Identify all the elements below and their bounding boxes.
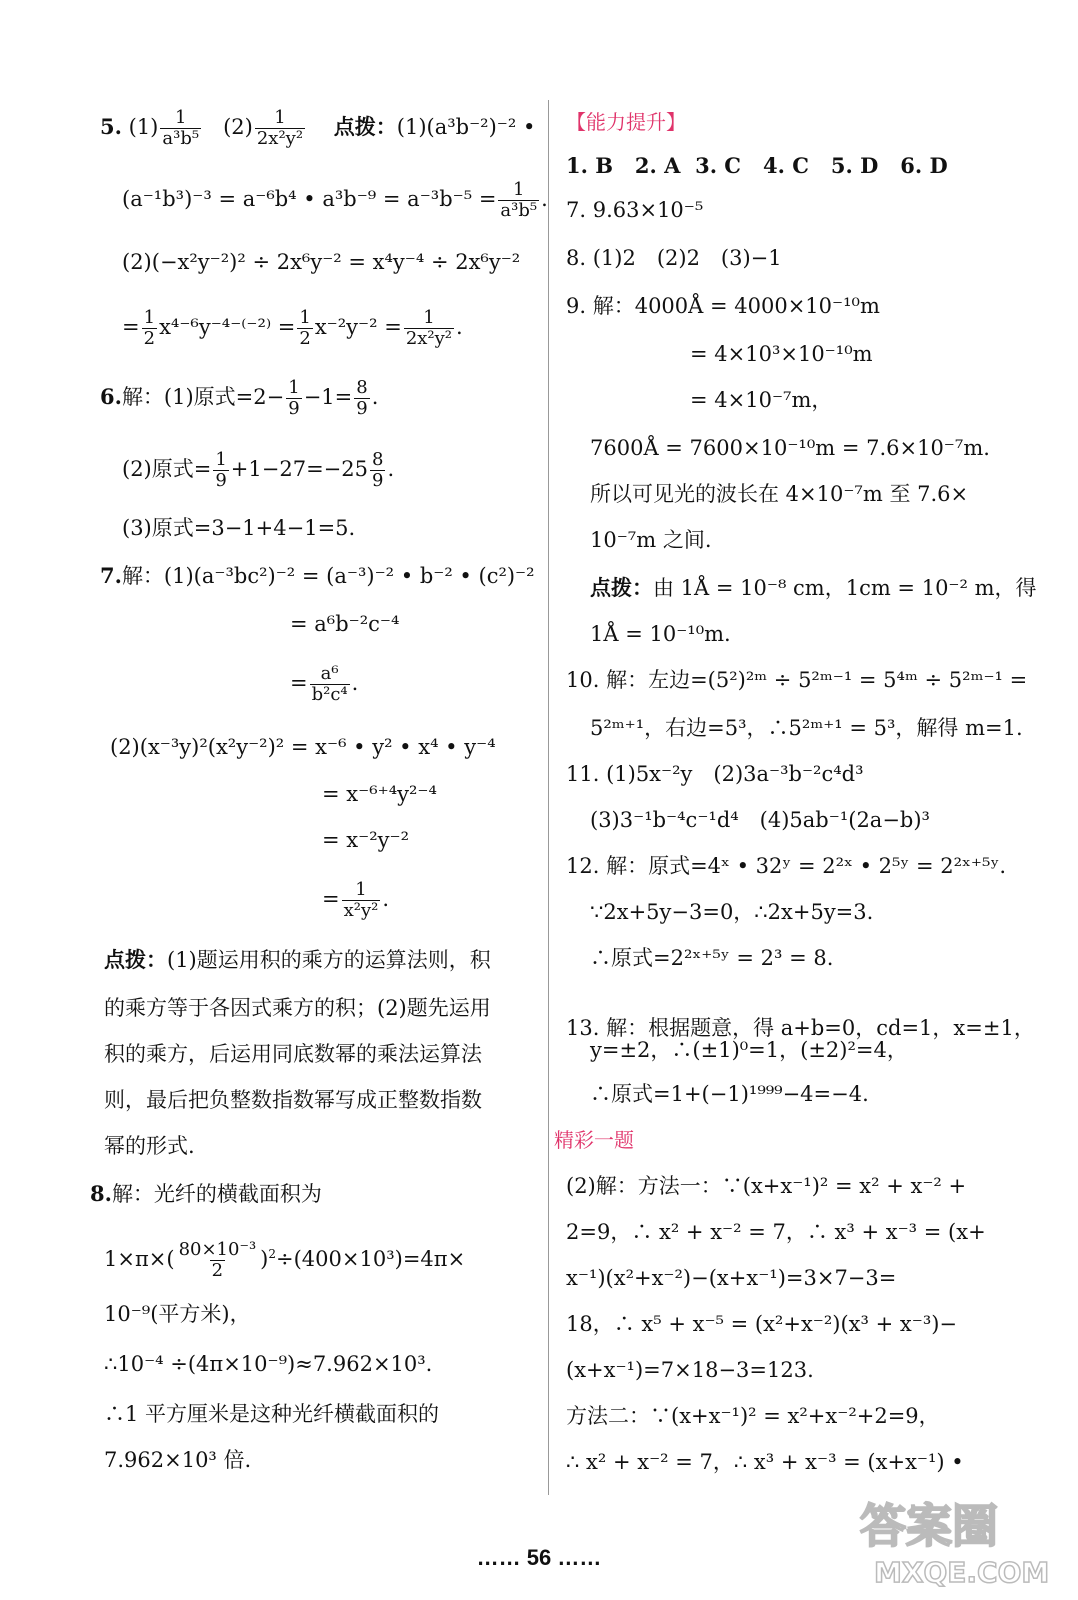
q11-line1: 11. (1)5x⁻²y (2)3a⁻³b⁻²c⁴d³: [566, 762, 864, 786]
hint-label: 点拨：: [333, 114, 397, 139]
q7-answer: 7. 9.63×10⁻⁵: [566, 198, 704, 222]
q8-answer: 8. (1)2 (2)2 (3)−1: [566, 246, 782, 270]
q6-line2: (2)原式= $\frac{1}{9}$ +1−27=−25 $\frac{8}{9}$ .: [122, 449, 395, 491]
q7-hint5: 幂的形式.: [104, 1134, 195, 1158]
q8-line5: ∴1 平方厘米是这种光纤横截面积的: [104, 1402, 440, 1426]
q9-line6: 10⁻⁷m 之间.: [590, 528, 712, 552]
q8-line6: 7.962×10³ 倍.: [104, 1448, 252, 1472]
jc-line1: (2)解：方法一：∵(x+x⁻¹)² = x² + x⁻² +: [566, 1174, 967, 1198]
jc-line4: 18，∴ x⁵ + x⁻⁵ = (x²+x⁻²)(x³ + x⁻³)−: [566, 1312, 958, 1336]
q10-line1: 10. 解：左边=(5²)²ᵐ ÷ 5²ᵐ⁻¹ = 5⁴ᵐ ÷ 5²ᵐ⁻¹ =: [566, 668, 1028, 692]
q8-line1: 8.解：光纤的横截面积为: [90, 1181, 322, 1206]
q5-line1: 5. (1) $\frac{1}{\text{a³b⁵}}$ (2) $\frac{1}{\text{2x²y²}}$ 点拨：(1)(a³b⁻²)⁻² •: [100, 107, 536, 149]
q7-hint2: 的乘方等于各因式乘方的积；(2)题先运用: [104, 996, 491, 1020]
q13-line3: ∴原式=1+(−1)¹⁹⁹⁹−4=−4.: [590, 1082, 869, 1106]
jc-line2: 2=9，∴ x² + x⁻² = 7，∴ x³ + x⁻³ = (x+: [566, 1220, 986, 1244]
q1-6-answers: 1. B 2. A 3. C 4. C 5. D 6. D: [566, 153, 948, 178]
q12-line2: ∵2x+5y−3=0，∴2x+5y=3.: [590, 900, 874, 924]
q5-line4: = $\frac{1}{2}$ x⁴⁻⁶y⁻⁴⁻⁽⁻²⁾ = $\frac{1}{2}$ x⁻²y⁻² = $\frac{1}{\text{2x²y²}}$ .: [122, 307, 463, 349]
q9-hint1: 点拨：由 1Å = 10⁻⁸ cm，1cm = 10⁻² m，得: [590, 575, 1037, 600]
q9-line3: = 4×10⁻⁷m，: [690, 388, 833, 412]
q9-line1: 9. 解：4000Å = 4000×10⁻¹⁰m: [566, 294, 880, 318]
section-title-ability: 【能力提升】: [566, 110, 686, 134]
column-divider: [548, 100, 549, 1495]
q5-line2: (a⁻¹b³)⁻³ = a⁻⁶b⁴ • a³b⁻⁹ = a⁻³b⁻⁵ = $\frac{1}{\text{a³b⁵}}$ .: [122, 179, 548, 221]
watermark-logo: [852, 1490, 1062, 1590]
q7-line7: = $\frac{1}{\text{x²y²}}$ .: [322, 879, 390, 921]
q12-line1: 12. 解：原式=4ˣ • 32ʸ = 2²ˣ • 2⁵ʸ = 2²ˣ⁺⁵ʸ.: [566, 854, 1007, 878]
q7-line2: = a⁶b⁻²c⁻⁴: [290, 612, 400, 636]
q7-line4: (2)(x⁻³y)²(x²y⁻²)² = x⁻⁶ • y² • x⁴ • y⁻⁴: [110, 735, 496, 759]
q7-line3: = $\frac{\text{a⁶}}{\text{b²c⁴}}$ .: [290, 663, 359, 705]
q7-hint4: 则，最后把负整数指数幂写成正整数指数: [104, 1088, 482, 1112]
q13-line2: y=±2，∴(±1)⁰=1，(±2)²=4，: [590, 1038, 908, 1062]
q7-line1: 7.解：(1)(a⁻³bc²)⁻² = (a⁻³)⁻² • b⁻² • (c²)⁻²: [100, 563, 535, 588]
q12-line3: ∴原式=2²ˣ⁺⁵ʸ = 2³ = 8.: [590, 946, 834, 970]
q8-line4: ∴10⁻⁴ ÷(4π×10⁻⁹)≈7.962×10³.: [104, 1352, 433, 1376]
q13-line1: 13. 解：根据题意，得 a+b=0，cd=1，x=±1，: [566, 1016, 1035, 1040]
jc-line6: 方法二：∵(x+x⁻¹)² = x²+x⁻²+2=9，: [566, 1404, 940, 1428]
q7-hint3: 积的乘方，后运用同底数幂的乘法运算法: [104, 1042, 482, 1066]
q8-line3: 10⁻⁹(平方米)，: [104, 1302, 251, 1326]
q7-line6: = x⁻²y⁻²: [322, 828, 409, 852]
watermark-text: 答案圈: [860, 1499, 998, 1553]
q10-line2: 5²ᵐ⁺¹，右边=5³，∴5²ᵐ⁺¹ = 5³，解得 m=1.: [590, 716, 1023, 740]
section-title-highlight: 精彩一题: [554, 1128, 634, 1152]
q6-line3: (3)原式=3−1+4−1=5.: [122, 516, 356, 540]
q9-line2: = 4×10³×10⁻¹⁰m: [690, 342, 873, 366]
q9-line5: 所以可见光的波长在 4×10⁻⁷m 至 7.6×: [590, 482, 969, 506]
q7-hint1: 点拨：(1)题运用积的乘方的运算法则，积: [104, 947, 491, 972]
jc-line3: x⁻¹)(x²+x⁻²)−(x+x⁻¹)=3×7−3=: [566, 1266, 897, 1290]
jc-line7: ∴ x² + x⁻² = 7，∴ x³ + x⁻³ = (x+x⁻¹) •: [566, 1450, 964, 1474]
q9-line4: 7600Å = 7600×10⁻¹⁰m = 7.6×10⁻⁷m.: [590, 436, 990, 460]
q5-line3: (2)(−x²y⁻²)² ÷ 2x⁶y⁻² = x⁴y⁻⁴ ÷ 2x⁶y⁻²: [122, 250, 521, 274]
watermark-url: MXQE.COM: [874, 1556, 1050, 1589]
q8-line2: 1×π×( $\frac{\text{80×10⁻³}}{2}$ )$^2$÷(400×10³)=4π×: [104, 1239, 466, 1281]
page-number: …… 56 ……: [476, 1545, 602, 1570]
q9-hint2: 1Å = 10⁻¹⁰m.: [590, 622, 731, 646]
q7-line5: = x⁻⁶⁺⁴y²⁻⁴: [322, 782, 437, 806]
q5-label: 5.: [100, 114, 122, 139]
q11-line2: (3)3⁻¹b⁻⁴c⁻¹d⁴ (4)5ab⁻¹(2a−b)³: [590, 808, 930, 832]
q6-line1: 6.解：(1)原式=2− $\frac{1}{9}$ −1= $\frac{8}{9}$ .: [100, 377, 379, 419]
jc-line5: (x+x⁻¹)=7×18−3=123.: [566, 1358, 814, 1382]
